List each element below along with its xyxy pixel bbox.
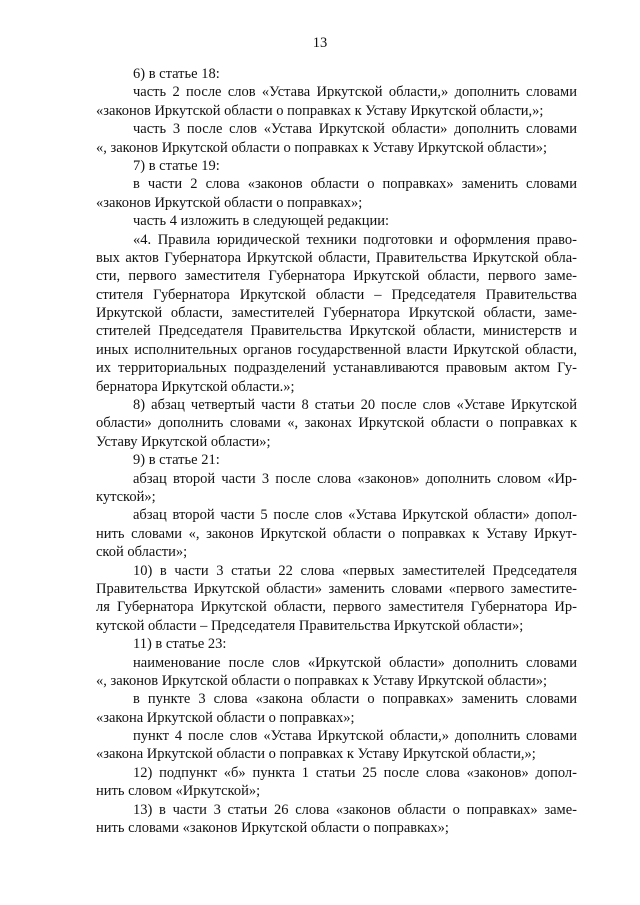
text-line: в пункте 3 слова «закона области о поправках» заменить словами	[133, 691, 577, 708]
text-line: «законов Иркутской области о поправках»;	[96, 194, 363, 211]
text-line: 12) подпункт «б» пункта 1 статьи 25 после слова «законов» допол-	[133, 764, 577, 781]
text-line: 6) в статье 18:	[133, 66, 220, 82]
text-line: кутской»;	[96, 488, 156, 505]
text-line: «, законов Иркутской области о поправках к Уставу Иркутской области»;	[96, 672, 548, 689]
text-line: бернатора Иркутской области.»;	[96, 378, 295, 395]
text-line: Иркутской области, заместителей Губернатора Иркутской области, заме-	[96, 305, 577, 322]
text-line: наименование после слов «Иркутской области» дополнить словами	[133, 654, 577, 671]
text-line: «закона Иркутской области о поправках»;	[96, 709, 355, 726]
text-line: «закона Иркутской области о поправках к Уставу Иркутской области,»;	[96, 746, 536, 763]
text-line: 7) в статье 19:	[133, 157, 220, 174]
document-body	[96, 65, 577, 837]
text-line: стителя Губернатора Иркутской области – Председателя Правительства	[96, 286, 577, 303]
text-line: нить словом «Иркутской»;	[96, 783, 261, 800]
text-line: 13) в части 3 статьи 26 слова «законов области о поправках» заме-	[133, 801, 577, 818]
text-line: их территориальных подразделений устанавливаются правовым актом Гу-	[96, 360, 577, 377]
text-line: «4. Правила юридической техники подготовки и оформления право-	[133, 231, 577, 248]
text-line: Уставу Иркутской области»;	[96, 433, 271, 450]
text-line: сти, первого заместителя Губернатора Иркутской области, первого заме-	[96, 268, 577, 285]
text-line: нить словами «законов Иркутской области о поправках»;	[96, 820, 449, 837]
text-line: 11) в статье 23:	[133, 636, 227, 653]
text-line: часть 4 изложить в следующей редакции:	[133, 213, 390, 230]
text-line: стителей Председателя Правительства Иркутской области, министерств и	[96, 323, 577, 340]
text-line: «, законов Иркутской области о поправках к Уставу Иркутской области»;	[96, 139, 548, 156]
text-line: области» дополнить словами «, законах Иркутской области о поправках к	[96, 415, 577, 432]
text-line: абзац второй части 3 после слова «законов» дополнить словом «Ир-	[133, 470, 577, 487]
text-line: 9) в статье 21:	[133, 452, 220, 469]
page-number: 13	[312, 35, 328, 51]
text-line: «законов Иркутской области о поправках к Уставу Иркутской области,»;	[96, 102, 544, 119]
text-line: часть 2 после слов «Устава Иркутской области,» дополнить словами	[133, 84, 577, 101]
text-line: 8) абзац четвертый части 8 статьи 20 после слов «Уставе Иркутской	[133, 397, 577, 414]
text-line: кутской области – Председателя Правительства Иркутской области»;	[96, 617, 524, 634]
text-line: часть 3 после слов «Устава Иркутской области» дополнить словами	[133, 121, 577, 138]
text-line: иных исполнительных органов государственной власти Иркутской области,	[96, 341, 577, 358]
text-line: вых актов Губернатора Иркутской области, Правительства Иркутской обла-	[96, 249, 577, 266]
text-line: абзац второй части 5 после слов «Устава Иркутской области» допол-	[133, 507, 577, 524]
text-line: ской области»;	[96, 544, 188, 561]
text-line: в части 2 слова «законов области о поправках» заменить словами	[133, 176, 577, 193]
text-line: нить словами «, законов Иркутской области о поправках к Уставу Иркут-	[96, 525, 577, 542]
text-line: Правительства Иркутской области» заменить словами «первого заместите-	[96, 580, 577, 597]
text-line: ля Губернатора Иркутской области, первого заместителя Губернатора Ир-	[96, 599, 577, 616]
text-line: пункт 4 после слов «Устава Иркутской области,» дополнить словами	[133, 728, 577, 745]
text-line: 10) в части 3 статьи 22 слова «первых заместителей Председателя	[133, 562, 577, 579]
